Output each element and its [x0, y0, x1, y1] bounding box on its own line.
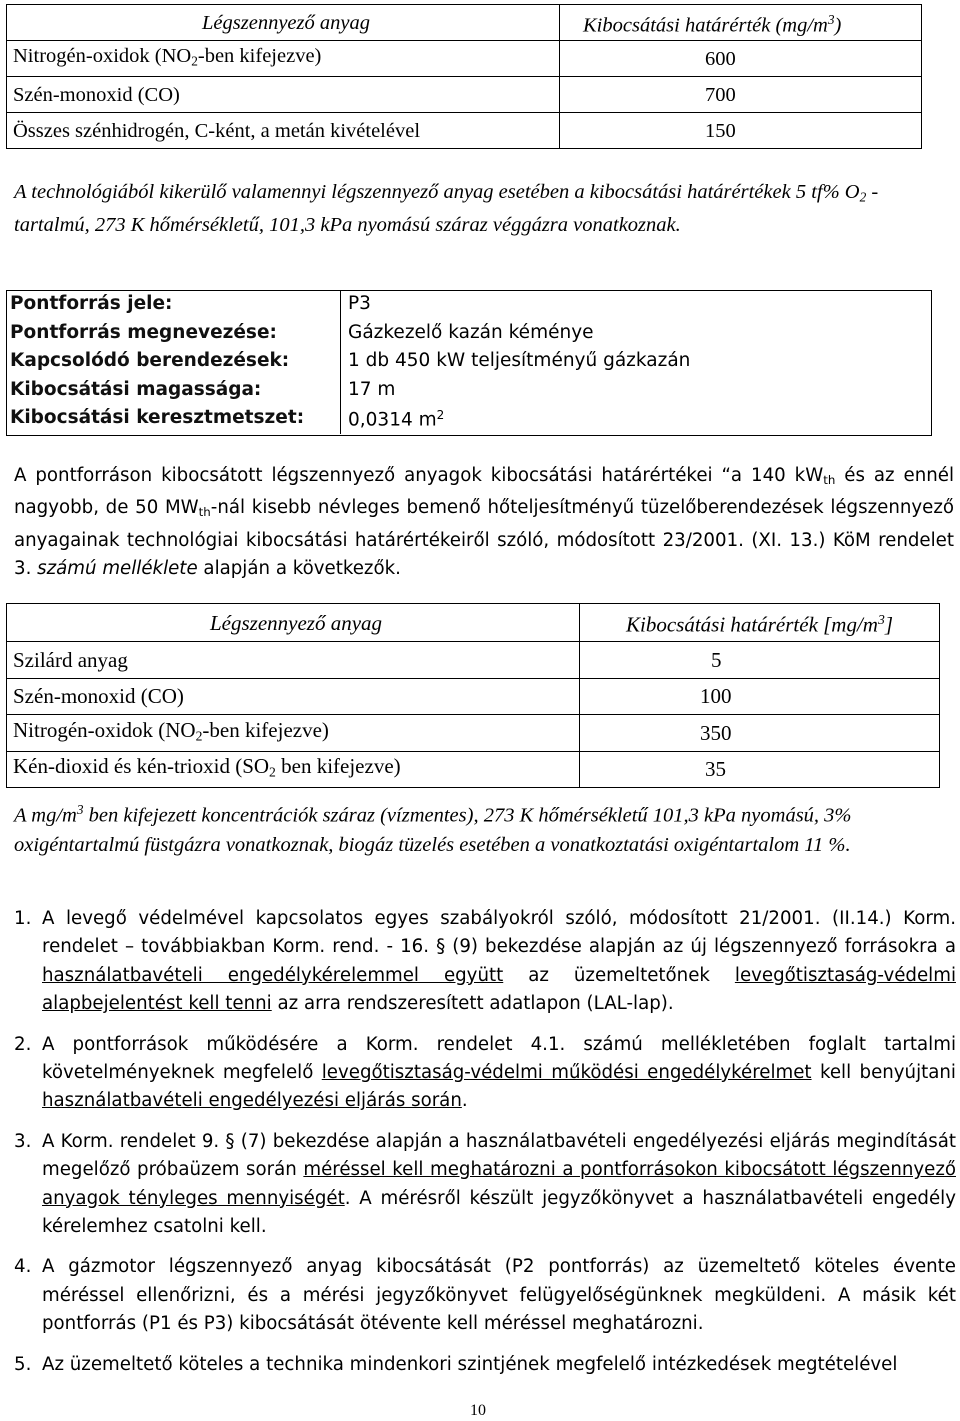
column-header-pollutant: Légszennyező anyag — [7, 604, 580, 642]
pollutant-name: Nitrogén-oxidok ($NO_2$-ben kifejezve) — [7, 715, 580, 752]
field-label: Kibocsátási magassága: — [10, 378, 262, 400]
pollutant-name: Kén-dioxid és kén-trioxid ($SO_2$ ben kifejezve) — [7, 751, 580, 788]
list-item: 5. Az üzemeltető köteles a technika mindenkori szintjének megfelelő intézkedések megtételével — [14, 1353, 898, 1375]
pollutant-name: Szén-monoxid (CO) — [7, 678, 580, 715]
field-value: 17 m — [348, 378, 396, 400]
column-header-limit: Kibocsátási határérték $(mg/m^3)$ — [560, 5, 922, 41]
table-row — [7, 678, 940, 715]
emission-limits-table-1 — [6, 4, 922, 149]
field-label: Pontforrás megnevezése: — [10, 321, 277, 343]
page-number: 10 — [470, 1402, 486, 1419]
table-row — [7, 751, 940, 788]
field-value: P3 — [348, 293, 371, 315]
requirements-list — [14, 905, 956, 1391]
reference-conditions-note-2: A $mg/m^3$ ben kifejezett koncentrációk száraz (vízmentes), 273 K hőmérsékletű 101,3 kPa nyomású, 3% oxigéntartalmú füstgázra vonatkoznak, biogáz tüzelés esetében a vonatkoztatási oxigéntartalom 11 %. — [14, 802, 852, 856]
field-value: 1 db 450 kW teljesítményű gázkazán — [348, 350, 691, 372]
table-row — [7, 715, 940, 752]
column-header-limit: Kibocsátási határérték $[mg/m^3]$ — [580, 604, 940, 642]
regulation-paragraph: A pontforráson kibocsátott légszennyező anyagok kibocsátási határértékei “a 140 $kW_{th}$ és az ennél nagyobb, de 50 $MW_{th}$-nál kisebb névleges bemenő hőteljesítményű tüzelőberendezések légszennyező anyagainak technológiai kibocsátási határértékeiről szóló, módosított 23/2001. (XI. 13.) KöM rendelet 3. számú melléklete alapján a következők. — [14, 465, 954, 580]
list-item: 3. A Korm. rendelet 9. § (7) bekezdése alapján a használatbavételi engedélyezési eljárás megindítását megelőző próbaüzem során méréssel kell meghatározni a pontforrásokon kibocsátott légszennyező anyagok tényleges mennyiségét. A mérésről készült jegyzőkönyvet a használatbavételi engedély kérelemhez csatolni kell. — [14, 1130, 956, 1238]
field-value: 0,0314 $m^2$ — [348, 408, 445, 432]
pollutant-name: Szén-monoxid (CO) — [7, 77, 560, 113]
limit-value: 100 — [580, 678, 940, 715]
pollutant-name: Összes szénhidrogén, C-ként, a metán kivételével — [7, 113, 560, 149]
table-row — [7, 113, 922, 149]
limit-value: 35 — [580, 751, 940, 788]
field-value: Gázkezelő kazán kéménye — [348, 321, 594, 343]
limit-value: 700 — [560, 77, 922, 113]
limit-value: 150 — [560, 113, 922, 149]
point-source-table — [6, 290, 932, 433]
table-header-row — [7, 604, 940, 642]
limit-value: 350 — [580, 715, 940, 752]
field-label: Kapcsolódó berendezések: — [10, 350, 290, 372]
table-row — [7, 41, 922, 77]
emission-limits-table-2 — [6, 603, 940, 788]
reference-conditions-note-1: A technológiából kikerülő valamennyi légszennyező anyag esetében a kibocsátási határértékek 5 tf% $O_2$ -tartalmú, 273 K hőmérsékletű, 101,3 kPa nyomású száraz véggázra vonatkoznak. — [14, 181, 879, 237]
list-item: 2. A pontforrások működésére a Korm. rendelet 4.1. számú mellékletében foglalt tartalmi követelményeknek megfelelő levegőtisztaság-védelmi működési engedélykérelmet kell benyújtani használatbavételi engedélyezési eljárás során. — [14, 1033, 956, 1112]
table-row — [6, 376, 932, 405]
pollutant-name: Szilárd anyag — [7, 642, 580, 679]
table-row — [6, 290, 932, 319]
field-label: Pontforrás jele: — [10, 293, 173, 315]
table-header-row — [7, 5, 922, 41]
field-label: Kibocsátási keresztmetszet: — [10, 407, 305, 429]
column-header-pollutant: Légszennyező anyag — [7, 5, 560, 41]
list-item: 4. A gázmotor légszennyező anyag kibocsátását (P2 pontforrás) az üzemeltető köteles évente méréssel ellenőrizni, és a mérési jegyzőkönyvet felügyelőségünknek megküldeni. A másik két pontforrás (P1 és P3) kibocsátását ötévente kell méréssel meghatározni. — [14, 1256, 956, 1335]
table-row — [7, 642, 940, 679]
table-row — [6, 347, 932, 376]
limit-value: 600 — [560, 41, 922, 77]
limit-value: 5 — [580, 642, 940, 679]
table-row — [7, 77, 922, 113]
table-row — [6, 319, 932, 348]
table-row — [6, 404, 932, 433]
pollutant-name: Nitrogén-oxidok ($NO_2$-ben kifejezve) — [7, 41, 560, 77]
list-item: 1. A levegő védelmével kapcsolatos egyes szabályokról szóló, módosított 21/2001. (II.14.) Korm. rendelet – továbbiakban Korm. rend. - 16. § (9) bekezdése alapján az új légszennyező forrásokra a használatbavételi engedélykérelemmel együtt az üzemeltetőnek levegőtisztaság-védelmi alapbejelentést kell tenni az arra rendszeresített adatlapon (LAL-lap). — [14, 908, 956, 1015]
